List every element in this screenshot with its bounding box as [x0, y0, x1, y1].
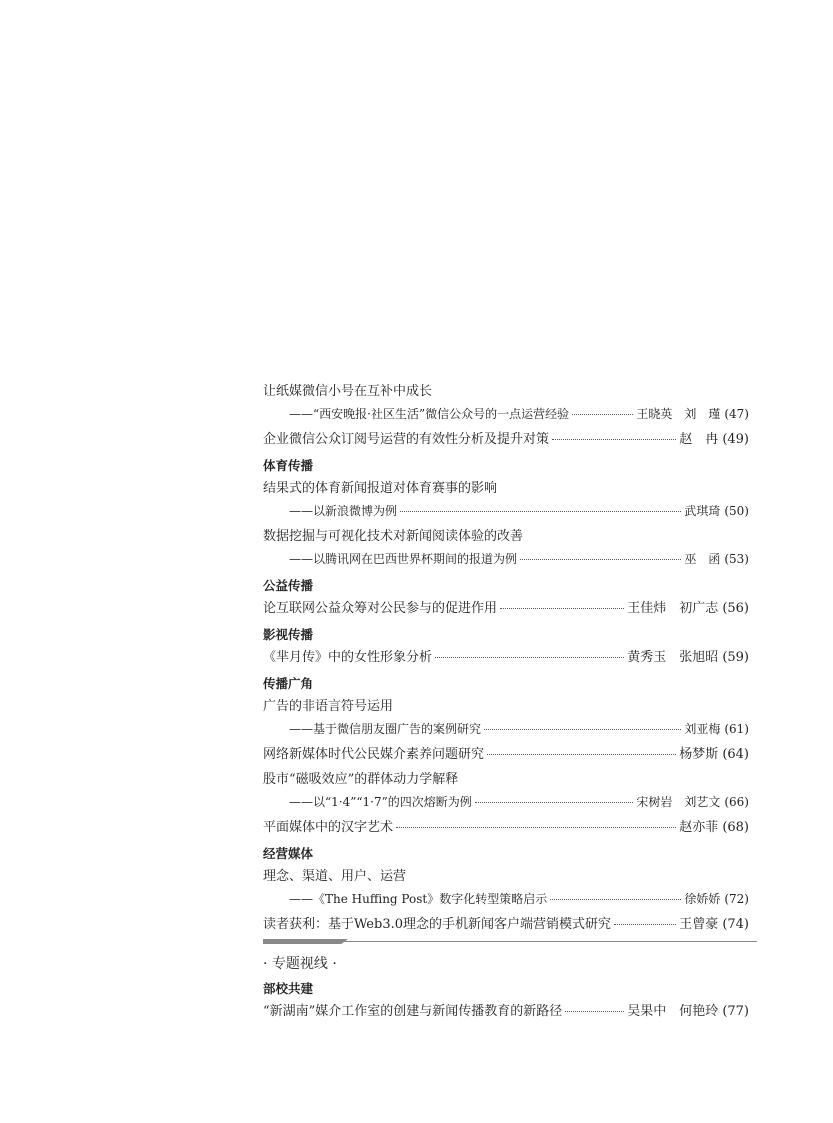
dot-leader: [435, 656, 624, 658]
toc-entry[interactable]: [263, 1000, 749, 1023]
dot-leader: [614, 923, 676, 925]
entry-author: 宋树岩 刘艺文: [636, 795, 721, 809]
section-heading: 公益传播: [263, 578, 314, 593]
entry-page: (72): [724, 892, 749, 906]
dot-leader: [552, 438, 676, 440]
entry-page: (59): [722, 650, 749, 665]
entry-title: 论互联网公益众筹对公民参与的促进作用: [263, 601, 498, 616]
spacer: [263, 620, 749, 622]
section-heading: 部校共建: [263, 981, 314, 996]
entry-title: ——“西安晚报·社区生活”微信公众号的一点运营经验: [289, 407, 570, 421]
dot-leader: [475, 801, 634, 803]
entry-page: (53): [724, 552, 749, 566]
entry-title: 企业微信公众订阅号运营的有效性分析及提升对策: [263, 432, 550, 447]
entry-page: (77): [722, 1004, 749, 1019]
entry-title: ——《The Huffing Post》数字化转型策略启示: [289, 892, 548, 906]
toc-entry[interactable]: [263, 597, 749, 620]
entry-page: (47): [724, 407, 749, 421]
toc-entry[interactable]: [263, 646, 749, 669]
entry-author: 王晓英 刘 瑾: [636, 407, 721, 421]
toc-subtitle-entry[interactable]: [263, 791, 749, 814]
section-heading: 影视传播: [263, 627, 314, 642]
section-heading: 传播广角: [263, 676, 314, 691]
entry-page: (74): [722, 917, 749, 932]
entry-title: 读者获利：基于Web3.0理念的手机新闻客户端营销模式研究: [263, 917, 611, 932]
toc-entry[interactable]: [263, 428, 749, 451]
dot-leader: [484, 728, 681, 730]
toc-subtitle-entry[interactable]: [263, 500, 749, 523]
table-of-contents: [263, 380, 749, 938]
article-title[interactable]: 数据挖掘与可视化技术对新闻阅读体验的改善: [263, 529, 524, 544]
section-heading: 体育传播: [263, 458, 314, 473]
spacer: [263, 669, 749, 671]
entry-title: “新湖南”媒介工作室的创建与新闻传播教育的新路径: [263, 1004, 563, 1019]
toc-subtitle-entry[interactable]: [263, 718, 749, 741]
entry-page: (66): [724, 795, 749, 809]
entry-author: 武琪琦: [684, 504, 721, 518]
entry-page: (49): [722, 432, 749, 447]
article-title[interactable]: 股市“磁吸效应”的群体动力学解释: [263, 772, 459, 787]
article-title[interactable]: 广告的非语言符号运用: [263, 699, 394, 714]
entry-title: ——以新浪微博为例: [289, 504, 398, 518]
entry-author: 吴果中 何艳玲: [627, 1004, 719, 1019]
entry-author: 黄秀玉 张旭昭: [627, 650, 719, 665]
entry-author: 巫 函: [684, 552, 721, 566]
spacer: [263, 571, 749, 573]
entry-author: 赵 冉: [679, 432, 719, 447]
spacer: [263, 936, 749, 938]
entry-page: (50): [724, 504, 749, 518]
entry-title: 平面媒体中的汉字艺术: [263, 820, 394, 835]
entry-author: 刘亚梅: [684, 722, 721, 736]
special-topic-block: [263, 952, 749, 1023]
article-title[interactable]: 让纸媒微信小号在互补中成长: [263, 384, 433, 399]
article-title[interactable]: 结果式的体育新闻报道对体育赛事的影响: [263, 481, 498, 496]
divider-accent-bar: [263, 939, 348, 944]
dot-leader: [400, 510, 681, 512]
entry-page: (61): [724, 722, 749, 736]
spacer: [263, 839, 749, 841]
toc-subtitle-entry[interactable]: [263, 403, 749, 426]
entry-author: 杨梦斯: [679, 747, 719, 762]
entry-page: (64): [722, 747, 749, 762]
entry-title: ——以“1·4”“1·7”的四次熔断为例: [289, 795, 472, 809]
entry-author: 徐娇娇: [684, 892, 721, 906]
dot-leader: [520, 558, 681, 560]
entry-title: 《芈月传》中的女性形象分析: [263, 650, 433, 665]
toc-subtitle-entry[interactable]: [263, 548, 749, 571]
entry-title: ——基于微信朋友圈广告的案例研究: [289, 722, 482, 736]
column-title: · 专题视线 ·: [263, 956, 337, 972]
dot-leader: [572, 413, 633, 415]
entry-title: 网络新媒体时代公民媒介素养问题研究: [263, 747, 485, 762]
entry-page: (56): [722, 601, 749, 616]
dot-leader: [500, 607, 624, 609]
toc-subtitle-entry[interactable]: [263, 888, 749, 911]
dot-leader: [550, 898, 681, 900]
entry-author: 王曾豪: [679, 917, 719, 932]
toc-entry[interactable]: [263, 743, 749, 766]
dot-leader: [396, 826, 676, 828]
entry-page: (68): [722, 820, 749, 835]
toc-entry[interactable]: [263, 816, 749, 839]
article-title[interactable]: 理念、渠道、用户、运营: [263, 869, 407, 884]
entry-author: 王佳炜 初广志: [627, 601, 719, 616]
section-divider: [263, 939, 757, 944]
toc-entry[interactable]: [263, 913, 749, 936]
section-heading: 经营媒体: [263, 846, 314, 861]
dot-leader: [565, 1010, 624, 1012]
spacer: [263, 451, 749, 453]
dot-leader: [487, 753, 676, 755]
entry-title: ——以腾讯网在巴西世界杯期间的报道为例: [289, 552, 518, 566]
entry-author: 赵亦菲: [679, 820, 719, 835]
